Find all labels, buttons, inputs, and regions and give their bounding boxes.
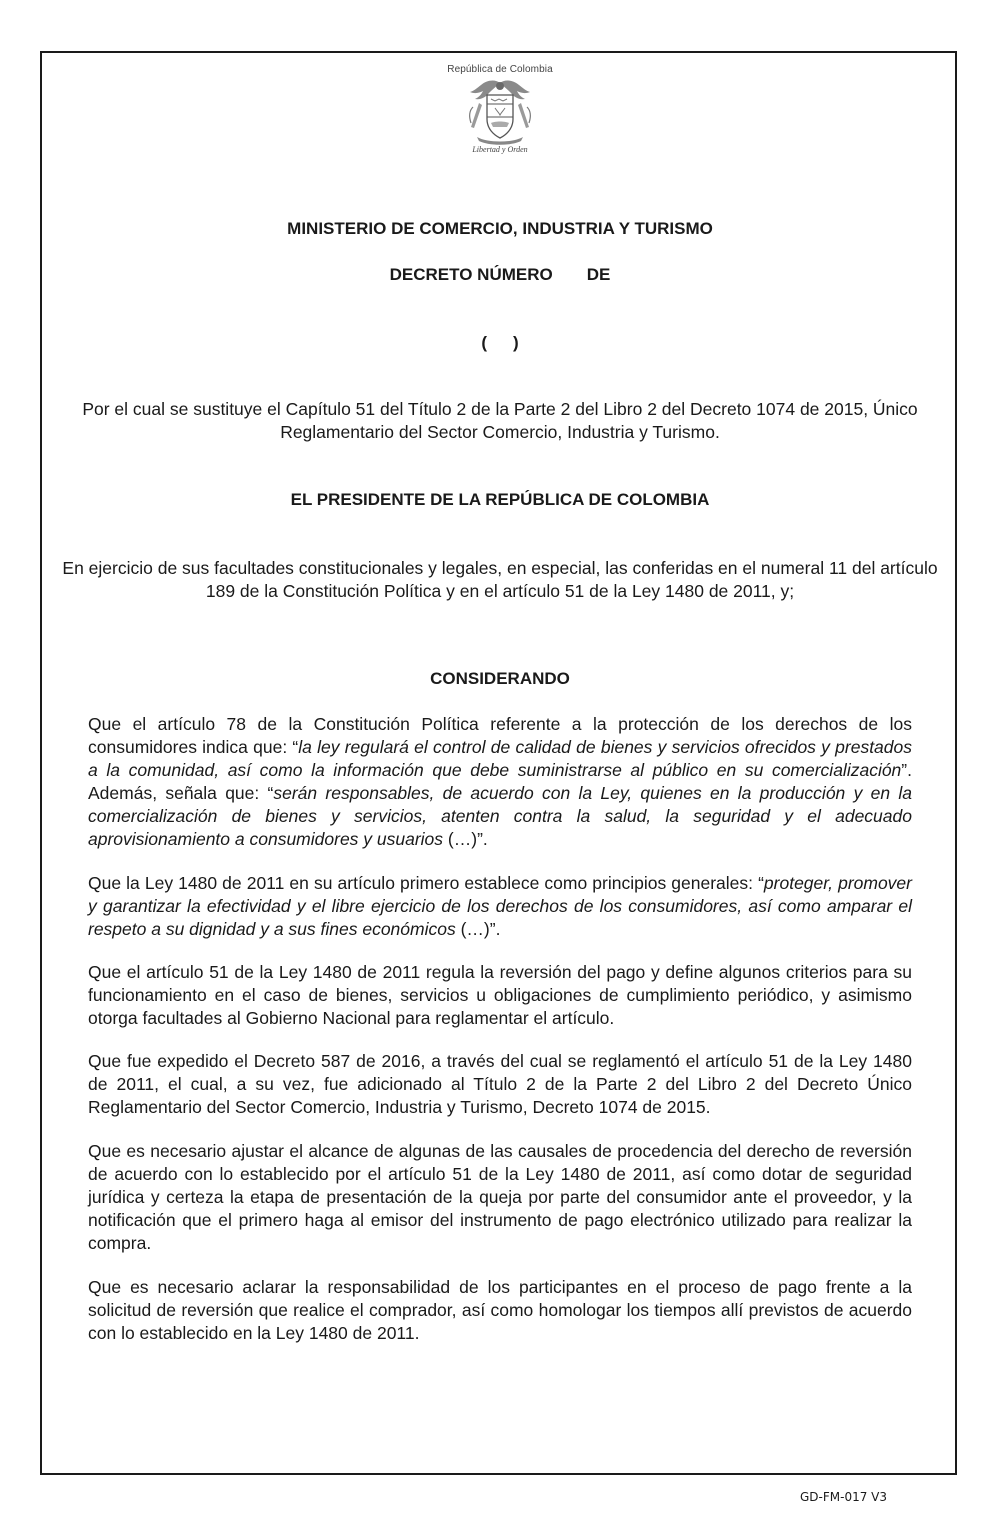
- president-heading: EL PRESIDENTE DE LA REPÚBLICA DE COLOMBIA: [290, 490, 710, 509]
- ministry-heading: MINISTERIO DE COMERCIO, INDUSTRIA Y TURISMO: [287, 219, 713, 238]
- p2-text-a: Que la Ley 1480 de 2011 en su artículo primero establece como principios generales: “: [88, 873, 764, 893]
- p1-text-e: (…)”.: [443, 829, 488, 849]
- coat-of-arms-icon: [465, 77, 535, 147]
- decree-subject: Por el cual se sustituye el Capítulo 51 del Título 2 de la Parte 2 del Libro 2 del Decreto 1074 de 2015, Único Reglamentario del Sector Comercio, Industria y Turismo.: [82, 399, 918, 442]
- considerando-paragraph-4: Que fue expedido el Decreto 587 de 2016, a través del cual se reglamentó el artículo 51 de la Ley 1480 de 2011, el cual, a su vez, fue adicionado al Título 2 de la Parte 2 del Libro 2 del Decreto Único Reglamentario del Sector Comercio, Industria y Turismo, Decreto 1074 de 2015.: [88, 1051, 912, 1117]
- considerando-paragraph-2: [88, 872, 912, 941]
- coat-of-arms-seal: [430, 64, 570, 164]
- form-code-label: GD-FM-017 V3: [800, 1490, 888, 1504]
- considerando-paragraph-5: Que es necesario ajustar el alcance de algunas de las causales de procedencia del derecho de reversión de acuerdo con lo establecido por el artículo 51 de la Ley 1480 de 2011, así como dotar de seguridad jurídica y certeza la etapa de presentación de la queja por parte del consumidor ante el proveedor, y la notificación que el primero haga al emisor del instrumento de pago electrónico utilizado para realizar la compra.: [88, 1141, 912, 1253]
- p1-text-a: Que el artículo 78 de la Constitución Política referente a la protección de los derechos de los consumidores indica que: “: [88, 714, 912, 757]
- p1-quote-1: la ley regulará el control de calidad de bienes y servicios ofrecidos y prestados a la comunidad, así como la información que debe suministrarse al público en su comercialización: [88, 737, 912, 780]
- considerando-heading: CONSIDERANDO: [430, 669, 570, 688]
- paren-open: (: [481, 333, 487, 352]
- paren-close: ): [513, 333, 519, 352]
- decree-number-label: DECRETO NÚMERO: [389, 265, 553, 284]
- faculties-paragraph: En ejercicio de sus facultades constitucionales y legales, en especial, las conferidas en el numeral 11 del artículo 189 de la Constitución Política y en el artículo 51 de la Ley 1480 de 2011, y;: [62, 558, 938, 601]
- p1-quote-2: serán responsables, de acuerdo con la Ley, quienes en la producción y en la comercialización de bienes y servicios, atenten contra la salud, la seguridad y el adecuado aprovisionamiento a consumidores y usuarios: [88, 783, 912, 849]
- considerando-paragraph-3: Que el artículo 51 de la Ley 1480 de 2011 regula la reversión del pago y define algunos criterios para su funcionamiento en el caso de bienes, servicios u obligaciones de cumplimiento periódico, y asimismo otorga facultades al Gobierno Nacional para reglamentar el artículo.: [88, 962, 912, 1028]
- seal-country-label: República de Colombia: [447, 64, 553, 75]
- decree-number-heading: [60, 265, 940, 285]
- considerando-paragraph-6: Que es necesario aclarar la responsabilidad de los participantes en el proceso de pago frente a la solicitud de reversión que realice el comprador, así como homologar los tiempos allí previstos de acuerdo con lo establecido en la Ley 1480 de 2011.: [88, 1277, 912, 1343]
- p1-text-c: ”. Además, señala que: “: [88, 760, 912, 803]
- decree-de-label: DE: [586, 265, 611, 284]
- considerando-paragraph-1: [88, 713, 912, 851]
- p2-text-c: (…)”.: [455, 919, 501, 939]
- seal-motto-label: Libertad y Orden: [472, 145, 528, 154]
- p2-quote: proteger, promover y garantizar la efectividad y el libre ejercicio de los derechos de los consumidores, así como amparar el respeto a su dignidad y a sus fines económicos: [88, 873, 912, 939]
- decree-date-parentheses: [60, 333, 940, 353]
